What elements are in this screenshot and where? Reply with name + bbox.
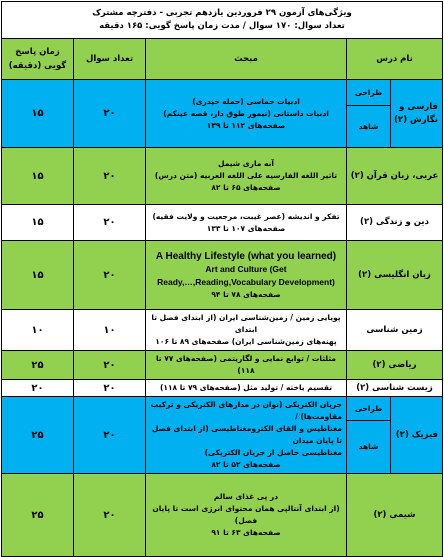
topic-cell [146,351,347,380]
topic-line: جریان الکتریکی (توان در مدارهای الکتریکی و ترکیب مقاومت‌ها) / [150,400,342,421]
exam-spec-sheet [1,1,442,537]
topic-cell [146,310,347,351]
table-row-chemistry [2,474,443,557]
answer-time: ۲۵ [2,397,74,474]
topic-cell [146,205,347,241]
sub-label-witness: شاهد [347,420,391,473]
topic-line: مثلثات / توابع نمایی و لگاریتمی (صفحه‌های ۷۷ تا ۱۱۸) [155,354,337,375]
topic-line: صفحه‌های ۵۲ تا ۸۲ [211,460,281,469]
topic-cell [146,380,347,397]
answer-time: ۱۵ [2,80,74,148]
topic-line: پویایی زمین / زمین‌شناسی ایران (از ابتدای فصل تا ابتدای [151,313,341,334]
topic-en-1: A Healthy Lifestyle (what you learned) [155,250,337,262]
topic-line: تفکر و اندیشه (عصر غیبت، مرجعیت و ولایت فقیه) [152,211,340,221]
topic-line: صفحه‌های ۱۰۷ تا ۱۳۳ [206,223,286,233]
topic-line: (از ابتدای آنتالپی همان محتوای انرژی است تا پایان فصل) [152,504,340,525]
table-row-physics [2,397,443,421]
question-count: ۲۰ [74,397,146,474]
answer-time: ۲۵ [2,351,74,380]
question-count: ۱۰ [74,310,146,351]
table-row-persian [2,80,443,106]
topic-cell [146,148,347,205]
subject-cell: زیست شناسی (۲) [347,380,443,397]
question-count: ۲۰ [74,205,146,241]
subject-cell: زمین شناسی [347,310,443,351]
topic-line: صفحه‌های ۶۵ تا ۸۲ [211,183,281,192]
answer-time: ۱۵ [2,241,74,310]
col-header-lesson: نام درس [347,39,443,80]
sub-label-design: طراحی [347,397,391,421]
topic-line: ادبیات داستانی (تیمور طوق دار، قصه عینکم) [163,108,329,118]
table-row-religion [2,205,443,241]
question-count: ۲۰ [74,241,146,310]
subject-cell: زبان انگلیسی (۲) [347,241,443,310]
topic-line-english [150,263,342,289]
topic-line: مغناطیسی حاصل از جریان الکتریکی) [204,448,342,457]
exam-spec-table [1,1,443,557]
col-header-topic: مبحث [146,39,347,80]
table-row-biology [2,380,443,397]
column-header-row [2,39,443,80]
sub-label-witness: شاهد [347,106,391,148]
answer-time: ۱۵ [2,205,74,241]
topic-en-2: Art and Culture (Get Ready,…,Reading,Vocabulary Development) [157,263,335,287]
subject-cell: شیمی (۲) [347,474,443,557]
table-row-geology [2,310,443,351]
question-count: ۲۰ [74,380,146,397]
title-line-1: ویژگی‌های آزمون ۲۹ فروردین یازدهم تجربی - دفترچه مشترک [92,8,352,18]
topic-line: صفحه‌های ۶۳ تا ۹۱ [211,528,281,537]
col-header-count: تعداد سوال [74,39,146,80]
topic-line: صفحه‌های ۷۸ تا ۹۴ [211,289,281,299]
topic-cell [146,474,347,557]
answer-time: ۲۰ [2,380,74,397]
topic-line: تاثیر اللغه الفارسیه علی اللغه العربیه (متن درس) [154,171,338,180]
subject-cell: فارسی و نگارش (۲) [391,80,443,148]
topic-line: مغناطیس و القای الکترومغناطیسی (از ابتدای فصل تا پایان میدان [151,424,342,445]
col-header-time: زمان پاسخ گویی (دقیقه) [2,39,74,80]
topic-cell [146,80,347,148]
answer-time: ۱۰ [2,310,74,351]
topic-line: پهنه‌های زمین‌شناسی ایران) صفحه‌های ۸۹ تا ۱۰۶ [155,337,337,346]
topic-line: تقسیم یاخته / تولید مثل (صفحه‌های ۷۹ تا ۱۱۸) [159,383,333,392]
title-line-2: تعداد سوال: ۱۷۰ سوال / مدت زمان پاسخ گویی: ۱۶۵ دقیقه [99,21,345,31]
topic-line: آنه ماری شیمل [218,159,274,168]
topic-line: صفحه‌های ۱۱۲ تا ۱۳۹ [206,120,286,130]
answer-time: ۱۵ [2,148,74,205]
answer-time: ۲۵ [2,474,74,557]
table-row-arabic [2,148,443,205]
subject-cell: فیزیک (۲) [391,397,443,474]
table-row-english [2,241,443,310]
subject-cell: دین و زندگی (۲) [347,205,443,241]
question-count: ۲۰ [74,148,146,205]
question-count: ۲۰ [74,351,146,380]
title-row [2,2,443,39]
subject-cell: ریاضی (۲) [347,351,443,380]
topic-line: ادبیات حماسی (حمله حیدری) [192,96,300,106]
topic-cell [146,241,347,310]
sheet-title [2,2,443,39]
topic-cell [146,397,347,474]
subject-cell: عربی، زبان قرآن (۲) [347,148,443,205]
topic-line: در پی غذای سالم [213,492,279,501]
topic-line-english [150,250,342,263]
question-count: ۲۰ [74,474,146,557]
table-row-math [2,351,443,380]
sub-label-design: طراحی [347,80,391,106]
question-count: ۲۰ [74,80,146,148]
